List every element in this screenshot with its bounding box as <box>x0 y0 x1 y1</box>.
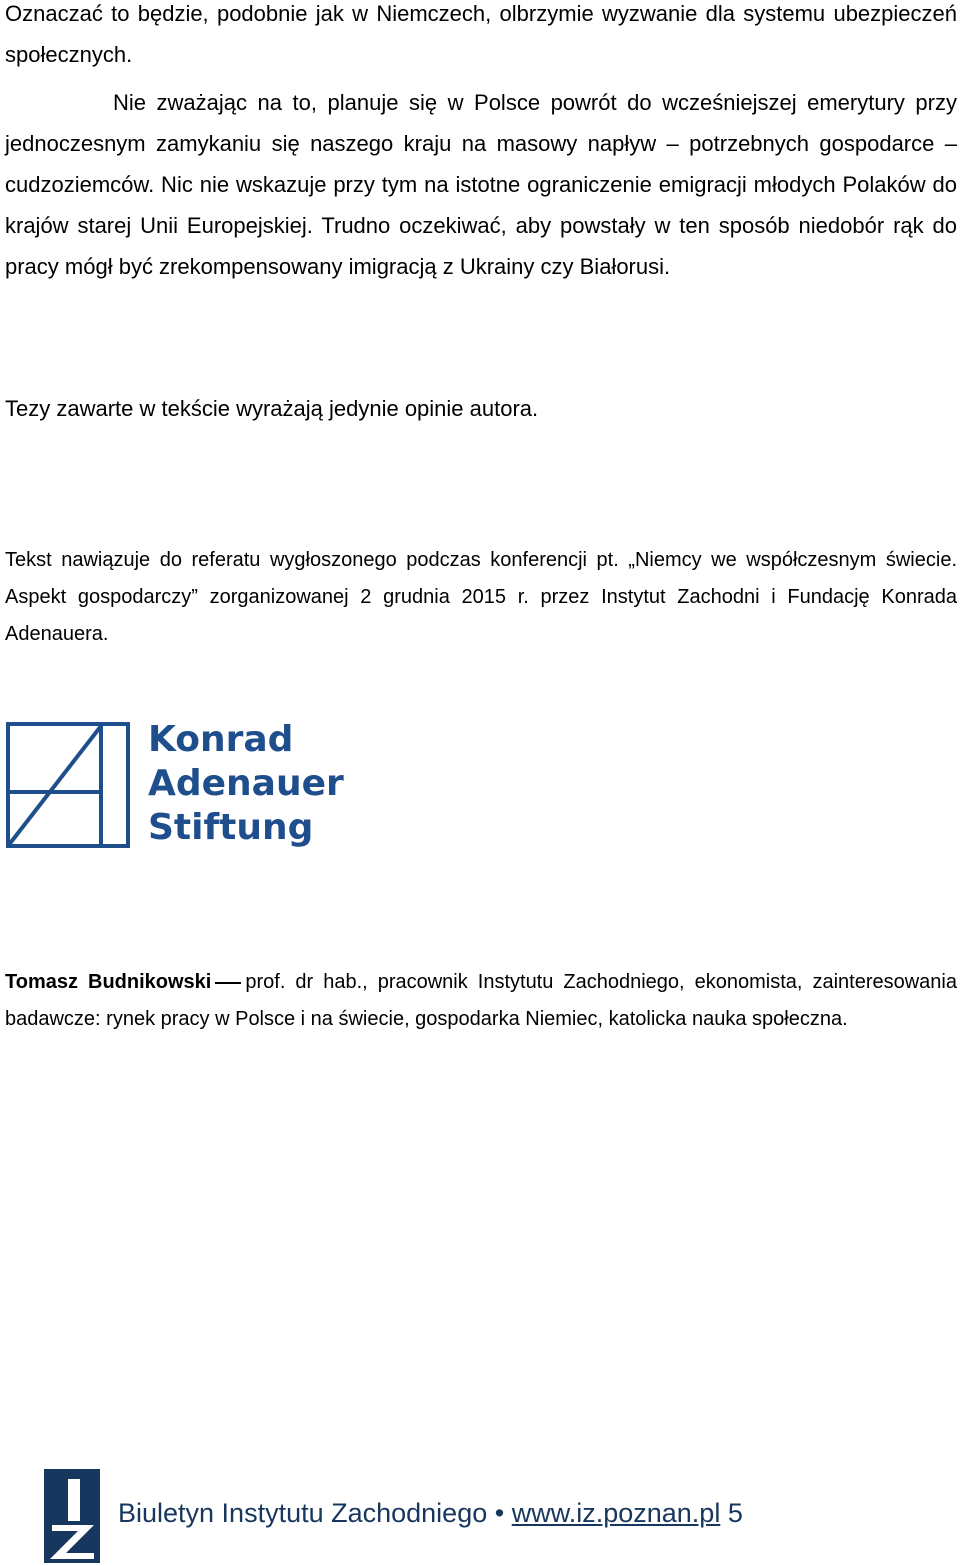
author-name: Tomasz Budnikowski <box>5 971 212 993</box>
page-footer <box>0 1466 960 1566</box>
kas-logo-text <box>148 718 344 850</box>
iz-logo-icon <box>44 1469 100 1563</box>
kas-logo-mark <box>6 722 130 848</box>
paragraph-2 <box>5 82 957 287</box>
dash-separator <box>215 982 241 984</box>
kas-logo-line-2: Adenauer <box>148 763 344 804</box>
conference-note: Tekst nawiązuje do referatu wygłoszonego podczas konferencji pt. „Niemcy we współczesnym świecie. Aspekt gospodarczy” zorganizowanej 2 grudnia 2015 r. przez Instytut Zachodni i Fundację Konrada Adenauera. <box>5 549 957 645</box>
paragraph-1: Oznaczać to będzie, podobnie jak w Niemczech, olbrzymie wyzwanie dla systemu ubezpieczeń społecznych. <box>5 1 957 67</box>
author-bio <box>5 964 957 1038</box>
disclaimer: Tezy zawarte w tekście wyrażają jedynie opinie autora. <box>5 396 539 421</box>
konrad-adenauer-stiftung-logo <box>6 718 344 850</box>
kas-logo-line-3: Stiftung <box>148 807 314 848</box>
footer-text <box>118 1493 743 1533</box>
page-number: 5 <box>727 1498 743 1528</box>
paragraph-2-text: Nie zważając na to, planuje się w Polsce powrót do wcześniejszej emerytury przy jednoczesnym zamykaniu się naszego kraju na masowy napływ – potrzebnych gospodarce – cudzoziemców. Nic nie wskazuje przy tym na istotne ograniczenie emigracji młodych Polaków do krajów starej Unii Europejskiej. Trudno oczekiwać, aby powstały w ten sposób niedobór rąk do pracy mógł być zrekompensowany imigracją z Ukrainy czy Białorusi. <box>5 90 957 279</box>
kas-logo-line-1: Konrad <box>148 719 294 760</box>
website-link[interactable]: www.iz.poznan.pl <box>511 1498 721 1528</box>
bulletin-title: Biuletyn Instytutu Zachodniego <box>118 1498 488 1528</box>
footer-separator: • <box>494 1498 505 1528</box>
author-bio-text: prof. dr hab., pracownik Instytutu Zachodniego, ekonomista, zainteresowania badawcze: rynek pracy w Polsce i na świecie, gospodarka Niemiec, katolicka nauka społeczna. <box>5 971 957 1030</box>
